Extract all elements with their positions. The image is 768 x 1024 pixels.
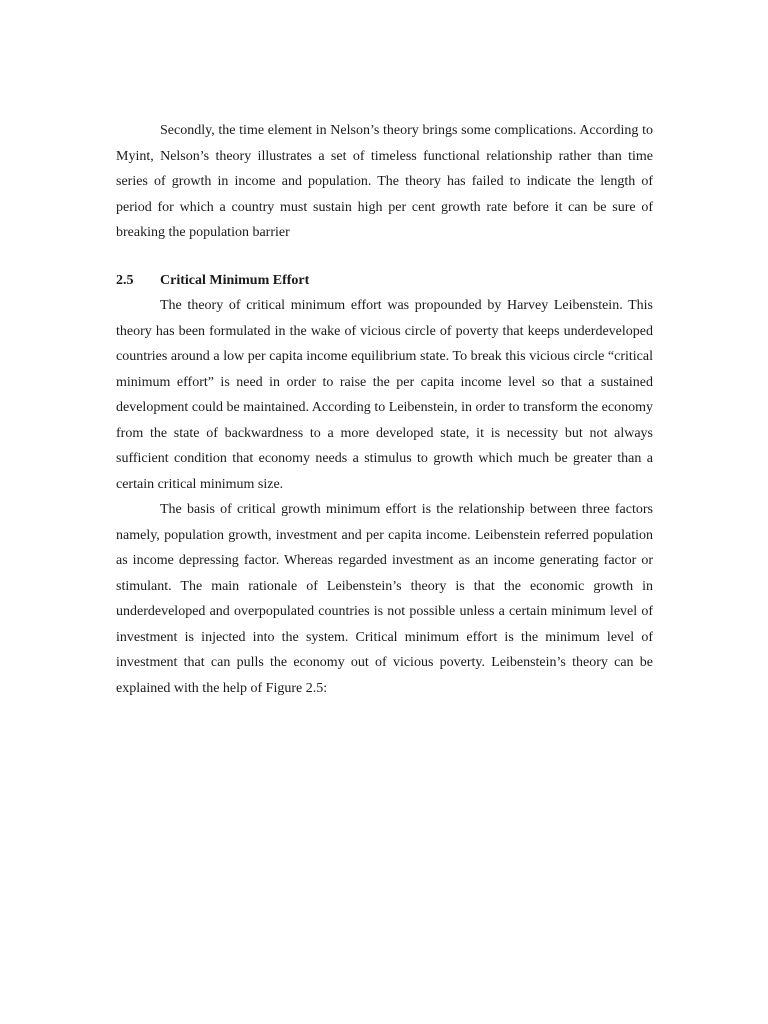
section-title: Critical Minimum Effort <box>160 272 310 288</box>
section-heading <box>116 268 653 294</box>
page-body <box>116 118 653 701</box>
paragraph-critical-minimum-effort-basis: The basis of critical growth minimum effort is the relationship between three factors namely, population growth, investment and per capita income. Leibenstein referred population as income depressing factor. Whereas regarded investment as an income generating factor or stimulant. The main rationale of Leibenstein’s theory is that the economic growth in underdeveloped and overpopulated countries is not possible unless a certain minimum level of investment is injected into the system. Critical minimum effort is the minimum level of investment that can pulls the economy out of vicious poverty. Leibenstein’s theory can be explained with the help of Figure 2.5: <box>116 502 653 696</box>
paragraph-nelson-theory-critique: Secondly, the time element in Nelson’s theory brings some complications. According to Myint, Nelson’s theory illustrates a set of timeless functional relationship rather than time series of growth in income and population. The theory has failed to indicate the length of period for which a country must sustain high per cent growth rate before it can be sure of breaking the population barrier <box>116 123 653 240</box>
section-number: 2.5 <box>116 272 134 288</box>
paragraph-critical-minimum-effort-intro: The theory of critical minimum effort was propounded by Harvey Leibenstein. This theory has been formulated in the wake of vicious circle of poverty that keeps underdeveloped countries around a low per capita income equilibrium state. To break this vicious circle “critical minimum effort” is need in order to raise the per capita income level so that a sustained development could be maintained. According to Leibenstein, in order to transform the economy from the state of backwardness to a more developed state, it is necessity but not always sufficient condition that economy needs a stimulus to growth which much be greater than a certain critical minimum size. <box>116 298 653 492</box>
